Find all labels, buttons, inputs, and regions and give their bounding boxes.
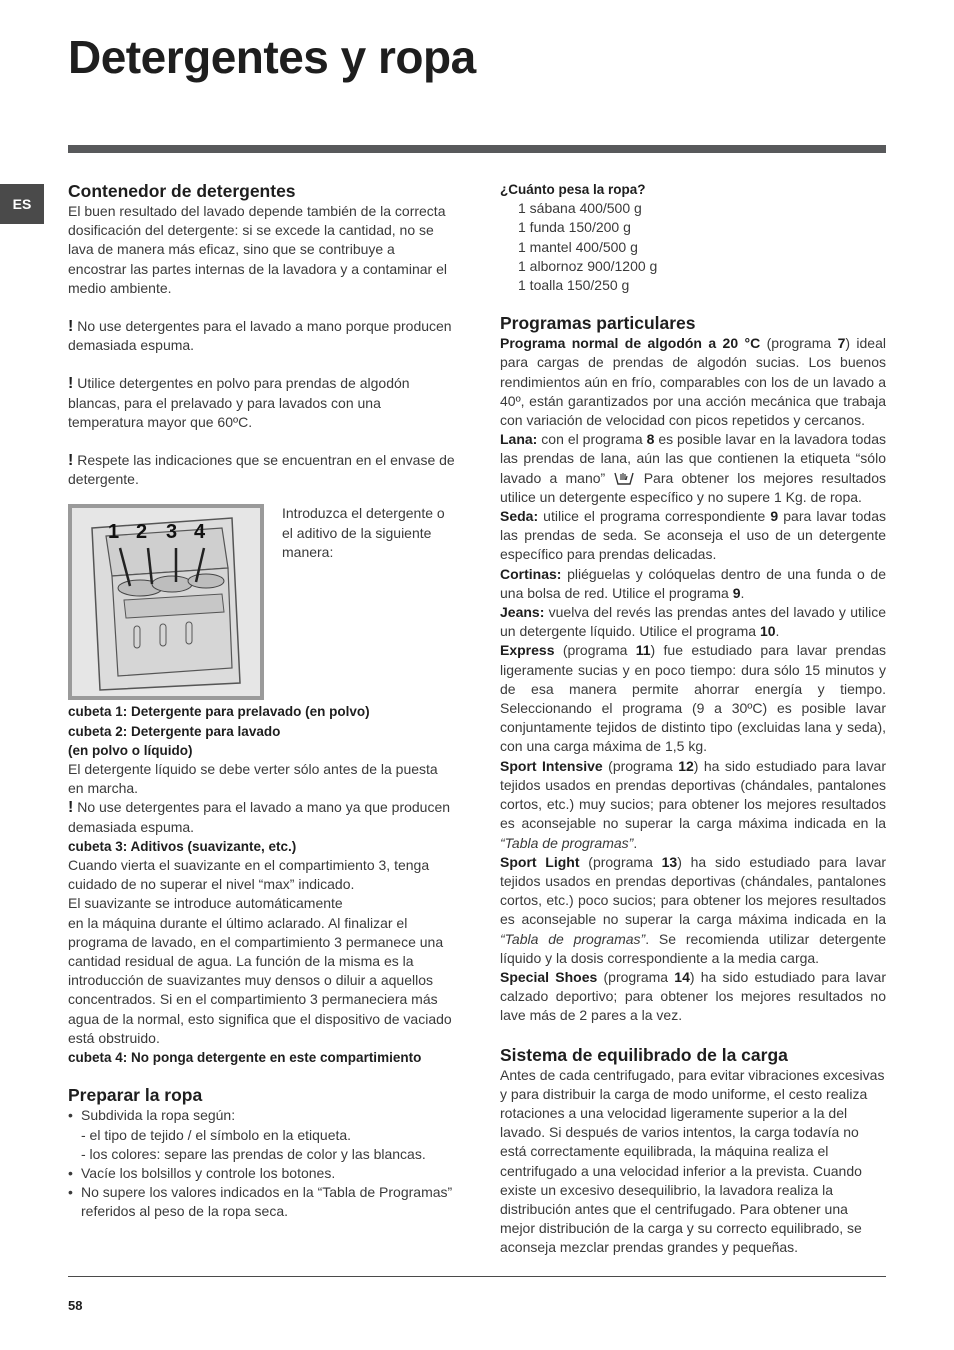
program-express: Express (programa 11) fue estudiado para lavar prendas ligeramente sucias y en poco tiempo: dura sólo 15 minutos y de esa manera permite ahorrar energía y tiempo. Seleccionando el programa (9 a 30ºC) es posible lavar conjuntamente tejidos de distinto tipo (excluidas lana y seda), con una carga máxima de 1,5 kg. (500, 642, 887, 755)
cubeta-3-text-1: Cuando vierta el suavizante en el compartimiento 3, tenga cuidado de no superar el nivel “max” indicado. (68, 857, 430, 893)
warning-icon: ! (68, 318, 74, 336)
program-sport-intensive: Sport Intensive (programa 12) ha sido estudiado para lavar tejidos usados en prendas deportivas (chándales, pantalones cortos, etc.) muy sucios; para obtener los mejores resultados es aconsejable no superar la carga máxima indicada en la “Tabla de programas”. (500, 757, 887, 851)
list-item: • No supere los valores indicados en la “Tabla de Programas” referidos al peso de la ropa seca. (68, 1183, 456, 1221)
sub-item-fabric: - el tipo de tejido / el símbolo en la etiqueta. (81, 1126, 352, 1143)
cubeta-2-sublabel: (en polvo o líquido) (68, 742, 193, 758)
cubeta-2-warning: ! No use detergentes para el lavado a mano ya que producen demasiada espuma. (68, 799, 451, 835)
hand-wash-icon (613, 470, 635, 486)
list-item: • Vacíe los bolsillos y controle los botones. (68, 1164, 456, 1183)
compartment-label-1: 1 (108, 521, 120, 544)
weight-item: 1 albornoz 900/1200 g (518, 257, 658, 274)
left-column (68, 180, 456, 1222)
program-jeans: Jeans: vuelva del revés las prendas antes del lavado y utilice un detergente líquido. Utilice el programa 10. (500, 604, 886, 640)
warning-powder: ! Utilice detergentes en polvo para prendas de algodón blancas, para el prelavado y para lavados con una temperatura mayor que 60ºC. (68, 375, 410, 430)
laundry-weight-heading: ¿Cuánto pesa la ropa? (500, 182, 646, 197)
cubeta-4-label: cubeta 4: No ponga detergente en este compartimiento (68, 1050, 422, 1066)
warning-icon: ! (68, 375, 74, 393)
drawer-drawing (72, 508, 260, 696)
weight-item: 1 funda 150/200 g (518, 219, 631, 236)
laundry-weight-list (500, 199, 886, 295)
load-balance-heading: Sistema de equilibrado de la carga (500, 1044, 788, 1065)
footer-divider (68, 1276, 886, 1277)
program-silk: Seda: utilice el programa correspondiente 9 para lavar todas las prendas de seda. Se aconseja el uso de un detergente específico para prendas delicadas. (500, 508, 886, 563)
right-column (500, 180, 886, 1258)
load-balance-text: Antes de cada centrifugado, para evitar vibraciones excesivas y para distribuir la carga de modo uniforme, el cesto realiza rotaciones a una velocidad ligeramente superior a la del lavado. Si después de varios intentos, la carga todavía no está correctamente equilibrada, la máquina realiza el centrifugado a una velocidad inferior a la prevista. Cuando existe un excesivo desequilibrio, la lavadora realiza la distribución antes que el centrifugado. Para obtener una mejor distribución de la carga y su correcto equilibrado, se aconseja mezclar prendas grandes y pequeñas. (500, 1066, 885, 1256)
detergent-drawer-illustration (68, 504, 264, 700)
dispenser-figure-row (68, 504, 456, 700)
cubeta-1-label: cubeta 1: Detergente para prelavado (en polvo) (68, 704, 370, 720)
compartment-label-4: 4 (194, 521, 206, 544)
language-tab: ES (0, 184, 44, 224)
page-number: 58 (68, 1298, 83, 1313)
compartment-label-3: 3 (166, 521, 178, 544)
page-title: Detergentes y ropa (68, 31, 476, 83)
program-special-shoes: Special Shoes (programa 14) ha sido estudiado para lavar calzado deportivo; para obtener los mejores resultados no lave más de 2 pares a la vez. (500, 968, 886, 1024)
weight-item: 1 toalla 150/250 g (518, 277, 630, 294)
cubeta-2-text: El detergente líquido se debe verter sólo antes de la puesta en marcha. (68, 761, 438, 797)
list-item: • Subdivida la ropa según: - el tipo de tejido / el símbolo en la etiqueta. - los colores: separe las prendas de color y las blancas. (68, 1106, 456, 1164)
program-curtains: Cortinas: pliéguelas y colóquelas dentro de una funda o de una bolsa de red. Utilice el programa 9. (500, 565, 886, 601)
warning-hand-wash: ! No use detergentes para el lavado a mano porque producen demasiada espuma. (68, 318, 452, 354)
program-cotton-20: Programa normal de algodón a 20 °C (programa 7) ideal para cargas de prendas de algodón sucias. Los buenos rendimientos aún en frío, comparables con los de un lavado a 40º, están garantizados por una acción mecánica que trabaja con variación de velocidad con picos repetidos y cercanos. (500, 335, 886, 429)
compartment-label-2: 2 (136, 521, 148, 544)
cubeta-3-text-2: El suavizante se introduce automáticamente (68, 895, 343, 912)
warning-icon: ! (68, 799, 74, 817)
prepare-laundry-list (68, 1106, 456, 1221)
prepare-laundry-heading: Preparar la ropa (68, 1085, 203, 1106)
cubeta-3-text-3: en la máquina durante el último aclarado. Al finalizar el programa de lavado, en el compartimiento 3 permanece una cantidad residual de agua. La función de la misma es la introducción de suavizantes muy densos o diluir a aquellos concentrados. Si en el compartimiento 3 permaneciera más agua de la normal, esto significa que el dispositivo de vaciado está obstruido. (68, 914, 452, 1046)
cubeta-2-label: cubeta 2: Detergente para lavado (68, 723, 281, 739)
warning-package: ! Respete las indicaciones que se encuentran en el envase de detergente. (68, 452, 455, 488)
title-divider (68, 145, 886, 153)
special-programs-heading: Programas particulares (500, 313, 696, 334)
cubeta-3-label: cubeta 3: Aditivos (suavizante, etc.) (68, 838, 297, 854)
weight-item: 1 mantel 400/500 g (518, 238, 638, 255)
program-sport-light: Sport Light (programa 13) ha sido estudiado para lavar tejidos usados en prendas deportivas (chándales, pantalones cortos, etc.) poco sucios; para obtener los mejores resultados es aconsejable no superar la carga máxima indicada en la “Tabla de programas”. Se recomienda utilizar detergente líquido y la dosis correspondiente a la media carga. (500, 853, 887, 966)
warning-icon: ! (68, 452, 74, 470)
weight-item: 1 sábana 400/500 g (518, 200, 642, 217)
sub-item-colors: - los colores: separe las prendas de color y las blancas. (81, 1145, 426, 1162)
detergent-container-heading: Contenedor de detergentes (68, 181, 296, 201)
figure-caption: Introduzca el detergente o el aditivo de la siguiente manera: (282, 505, 445, 560)
program-wool: Lana: con el programa 8 es posible lavar en la lavadora todas las prendas de lana, aún las que contienen la etiqueta “sólo lavado a mano” Para obtener los mejores resultados utilice un detergente específico y no supere 1 Kg. de ropa. (500, 431, 886, 505)
detergent-intro: El buen resultado del lavado depende también de la correcta dosificación del detergente: si se excede la cantidad, no se lava de manera más eficaz, sino que se contribuye a encostrar las partes internas de la lavadora y a contaminar el medio ambiente. (68, 203, 447, 296)
